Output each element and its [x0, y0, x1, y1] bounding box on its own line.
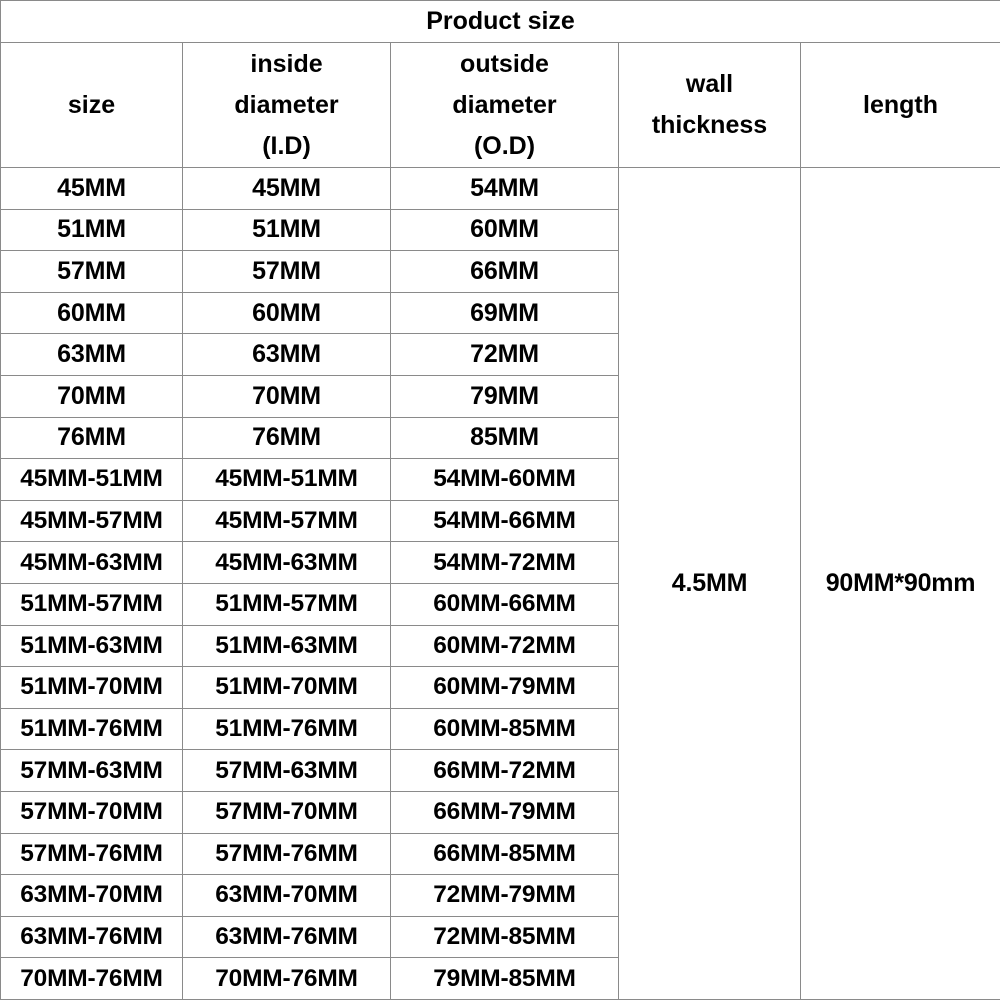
inside-diameter-cell: 45MM: [183, 168, 391, 210]
inside-diameter-cell: 57MM-63MM: [183, 750, 391, 792]
size-cell: 70MM: [1, 375, 183, 417]
outside-diameter-cell: 72MM-79MM: [391, 875, 619, 917]
inside-diameter-cell: 57MM-70MM: [183, 791, 391, 833]
table-title: Product size: [1, 1, 1000, 43]
size-cell: 51MM-63MM: [1, 625, 183, 667]
size-cell: 60MM: [1, 292, 183, 334]
inside-diameter-cell: 76MM: [183, 417, 391, 459]
outside-diameter-cell: 60MM-66MM: [391, 583, 619, 625]
outside-diameter-cell: 54MM: [391, 168, 619, 210]
size-cell: 45MM-63MM: [1, 542, 183, 584]
outside-diameter-cell: 60MM-72MM: [391, 625, 619, 667]
header-length-line: length: [863, 90, 939, 119]
inside-diameter-cell: 63MM: [183, 334, 391, 376]
inside-diameter-cell: 57MM: [183, 251, 391, 293]
header-inside-diameter-line-1: inside: [250, 49, 323, 78]
outside-diameter-cell: 54MM-72MM: [391, 542, 619, 584]
table-row: [1, 168, 1000, 210]
size-cell: 45MM: [1, 168, 183, 210]
size-cell: 57MM-63MM: [1, 750, 183, 792]
header-row: [1, 43, 1000, 168]
header-size-line: size: [67, 90, 116, 119]
title-row: [1, 1, 1000, 43]
inside-diameter-cell: 51MM-76MM: [183, 708, 391, 750]
outside-diameter-cell: 79MM-85MM: [391, 958, 619, 1000]
size-cell: 63MM: [1, 334, 183, 376]
length-value: 90MM*90mm: [801, 168, 1000, 1000]
outside-diameter-cell: 54MM-66MM: [391, 500, 619, 542]
size-cell: 51MM-70MM: [1, 667, 183, 709]
size-cell: 63MM-76MM: [1, 916, 183, 958]
inside-diameter-cell: 51MM-63MM: [183, 625, 391, 667]
outside-diameter-cell: 60MM-79MM: [391, 667, 619, 709]
outside-diameter-cell: 66MM-79MM: [391, 791, 619, 833]
header-wall-thickness-line-2: thickness: [651, 111, 768, 139]
outside-diameter-cell: 54MM-60MM: [391, 459, 619, 501]
outside-diameter-cell: 69MM: [391, 292, 619, 334]
size-cell: 57MM-70MM: [1, 791, 183, 833]
header-outside-diameter-line-3: (O.D): [473, 131, 536, 160]
header-wall-thickness: [619, 43, 801, 168]
wall-thickness-value: 4.5MM: [619, 168, 801, 1000]
header-outside-diameter-line-2: diameter: [452, 90, 557, 119]
header-length: [801, 43, 1000, 168]
header-outside-diameter-line-1: outside: [460, 49, 549, 78]
outside-diameter-cell: 60MM: [391, 209, 619, 251]
outside-diameter-cell: 79MM: [391, 375, 619, 417]
outside-diameter-cell: 66MM-85MM: [391, 833, 619, 875]
inside-diameter-cell: 51MM-57MM: [183, 583, 391, 625]
header-size: [1, 43, 183, 168]
size-cell: 45MM-51MM: [1, 459, 183, 501]
size-cell: 70MM-76MM: [1, 958, 183, 1000]
outside-diameter-cell: 60MM-85MM: [391, 708, 619, 750]
header-inside-diameter-line-3: (I.D): [262, 131, 311, 160]
inside-diameter-cell: 63MM-70MM: [183, 875, 391, 917]
inside-diameter-cell: 70MM-76MM: [183, 958, 391, 1000]
outside-diameter-cell: 85MM: [391, 417, 619, 459]
inside-diameter-cell: 63MM-76MM: [183, 916, 391, 958]
outside-diameter-cell: 66MM: [391, 251, 619, 293]
inside-diameter-cell: 45MM-51MM: [183, 459, 391, 501]
size-cell: 45MM-57MM: [1, 500, 183, 542]
inside-diameter-cell: 51MM: [183, 209, 391, 251]
size-cell: 51MM-76MM: [1, 708, 183, 750]
size-cell: 51MM: [1, 209, 183, 251]
inside-diameter-cell: 60MM: [183, 292, 391, 334]
size-cell: 57MM-76MM: [1, 833, 183, 875]
size-cell: 57MM: [1, 251, 183, 293]
inside-diameter-cell: 51MM-70MM: [183, 667, 391, 709]
inside-diameter-cell: 70MM: [183, 375, 391, 417]
size-cell: 63MM-70MM: [1, 875, 183, 917]
header-inside-diameter-line-2: diameter: [234, 90, 339, 119]
header-wall-thickness-line-1: wall: [685, 70, 734, 98]
inside-diameter-cell: 57MM-76MM: [183, 833, 391, 875]
size-cell: 76MM: [1, 417, 183, 459]
size-cell: 51MM-57MM: [1, 583, 183, 625]
outside-diameter-cell: 72MM: [391, 334, 619, 376]
table-body: [1, 1, 1000, 1000]
inside-diameter-cell: 45MM-63MM: [183, 542, 391, 584]
inside-diameter-cell: 45MM-57MM: [183, 500, 391, 542]
header-outside-diameter: [391, 43, 619, 168]
header-inside-diameter: [183, 43, 391, 168]
outside-diameter-cell: 66MM-72MM: [391, 750, 619, 792]
outside-diameter-cell: 72MM-85MM: [391, 916, 619, 958]
